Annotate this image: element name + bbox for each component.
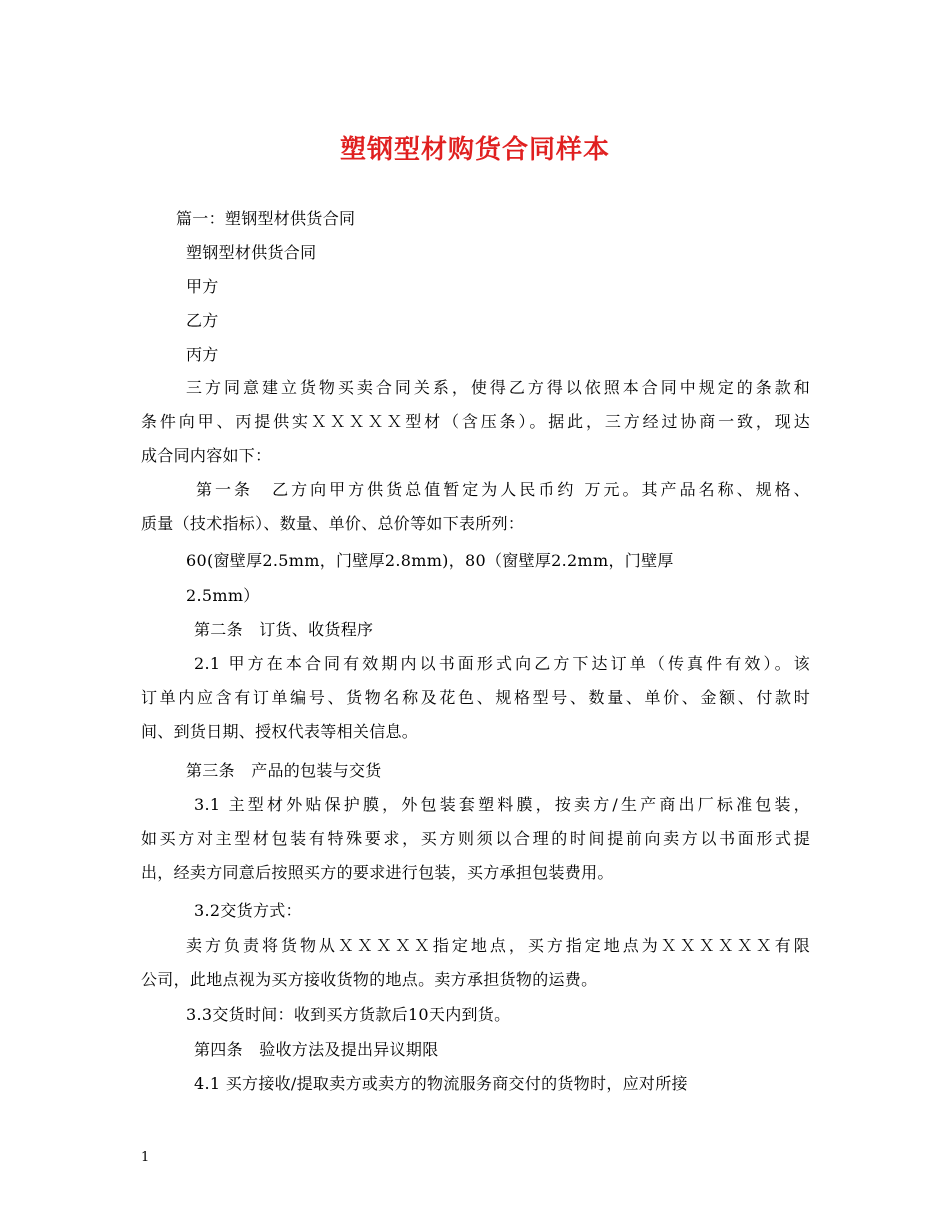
text-line: 条件向甲、丙提供实ＸＸＸＸＸ型材（含压条）。据此，三方经过协商一致，现达: [141, 412, 810, 431]
page-number: 1: [141, 1150, 150, 1165]
text-line: 如买方对主型材包装有特殊要求，买方则须以合理的时间提前向卖方以书面形式提: [141, 829, 810, 848]
text-line: 甲方: [186, 277, 219, 296]
text-line: 篇一：塑钢型材供货合同: [176, 209, 356, 228]
text-line: 公司，此地点视为买方接收货物的地点。卖方承担货物的运费。: [141, 970, 598, 989]
text-line: 3.3交货时间：收到买方货款后10天内到货。: [186, 1005, 511, 1024]
text-line: 订单内应含有订单编号、货物名称及花色、规格型号、数量、单价、金额、付款时: [141, 688, 810, 707]
text-line: 3.1 主型材外贴保护膜，外包装套塑料膜，按卖方/生产商出厂标准包装，: [194, 795, 810, 814]
text-line: 第三条 产品的包装与交货: [186, 761, 382, 780]
text-line: 成合同内容如下：: [141, 446, 272, 465]
text-line: 4.1 买方接收/提取卖方或卖方的物流服务商交付的货物时，应对所接: [194, 1074, 688, 1093]
text-line: 间、到货日期、授权代表等相关信息。: [141, 722, 419, 741]
text-line: 2.5mm）: [186, 586, 260, 605]
text-line: 乙方: [186, 311, 219, 330]
text-line: 卖方负责将货物从ＸＸＸＸＸ指定地点，买方指定地点为ＸＸＸＸＸＸ有限: [186, 936, 810, 955]
page-title: 塑钢型材购货合同样本: [339, 135, 610, 165]
text-line: 第二条 订货、收货程序: [194, 620, 374, 639]
text-line: 60(窗壁厚2.5mm，门壁厚2.8mm)，80（窗壁厚2.2mm，门壁厚: [186, 551, 674, 570]
text-line: 第一条 乙方向甲方供货总值暂定为人民币约 万元。其产品名称、规格、: [196, 480, 810, 499]
text-line: 2.1 甲方在本合同有效期内以书面形式向乙方下达订单（传真件有效）。该: [194, 654, 810, 673]
text-line: 出，经卖方同意后按照买方的要求进行包装，买方承担包装费用。: [141, 863, 614, 882]
text-line: 丙方: [186, 345, 219, 364]
text-line: 质量（技术指标）、数量、单价、总价等如下表所列：: [141, 514, 525, 533]
text-line: 第四条 验收方法及提出异议期限: [194, 1040, 439, 1059]
text-line: 三方同意建立货物买卖合同关系，使得乙方得以依照本合同中规定的条款和: [186, 378, 810, 397]
text-line: 3.2交货方式：: [194, 901, 302, 920]
text-line: 塑钢型材供货合同: [186, 243, 317, 262]
